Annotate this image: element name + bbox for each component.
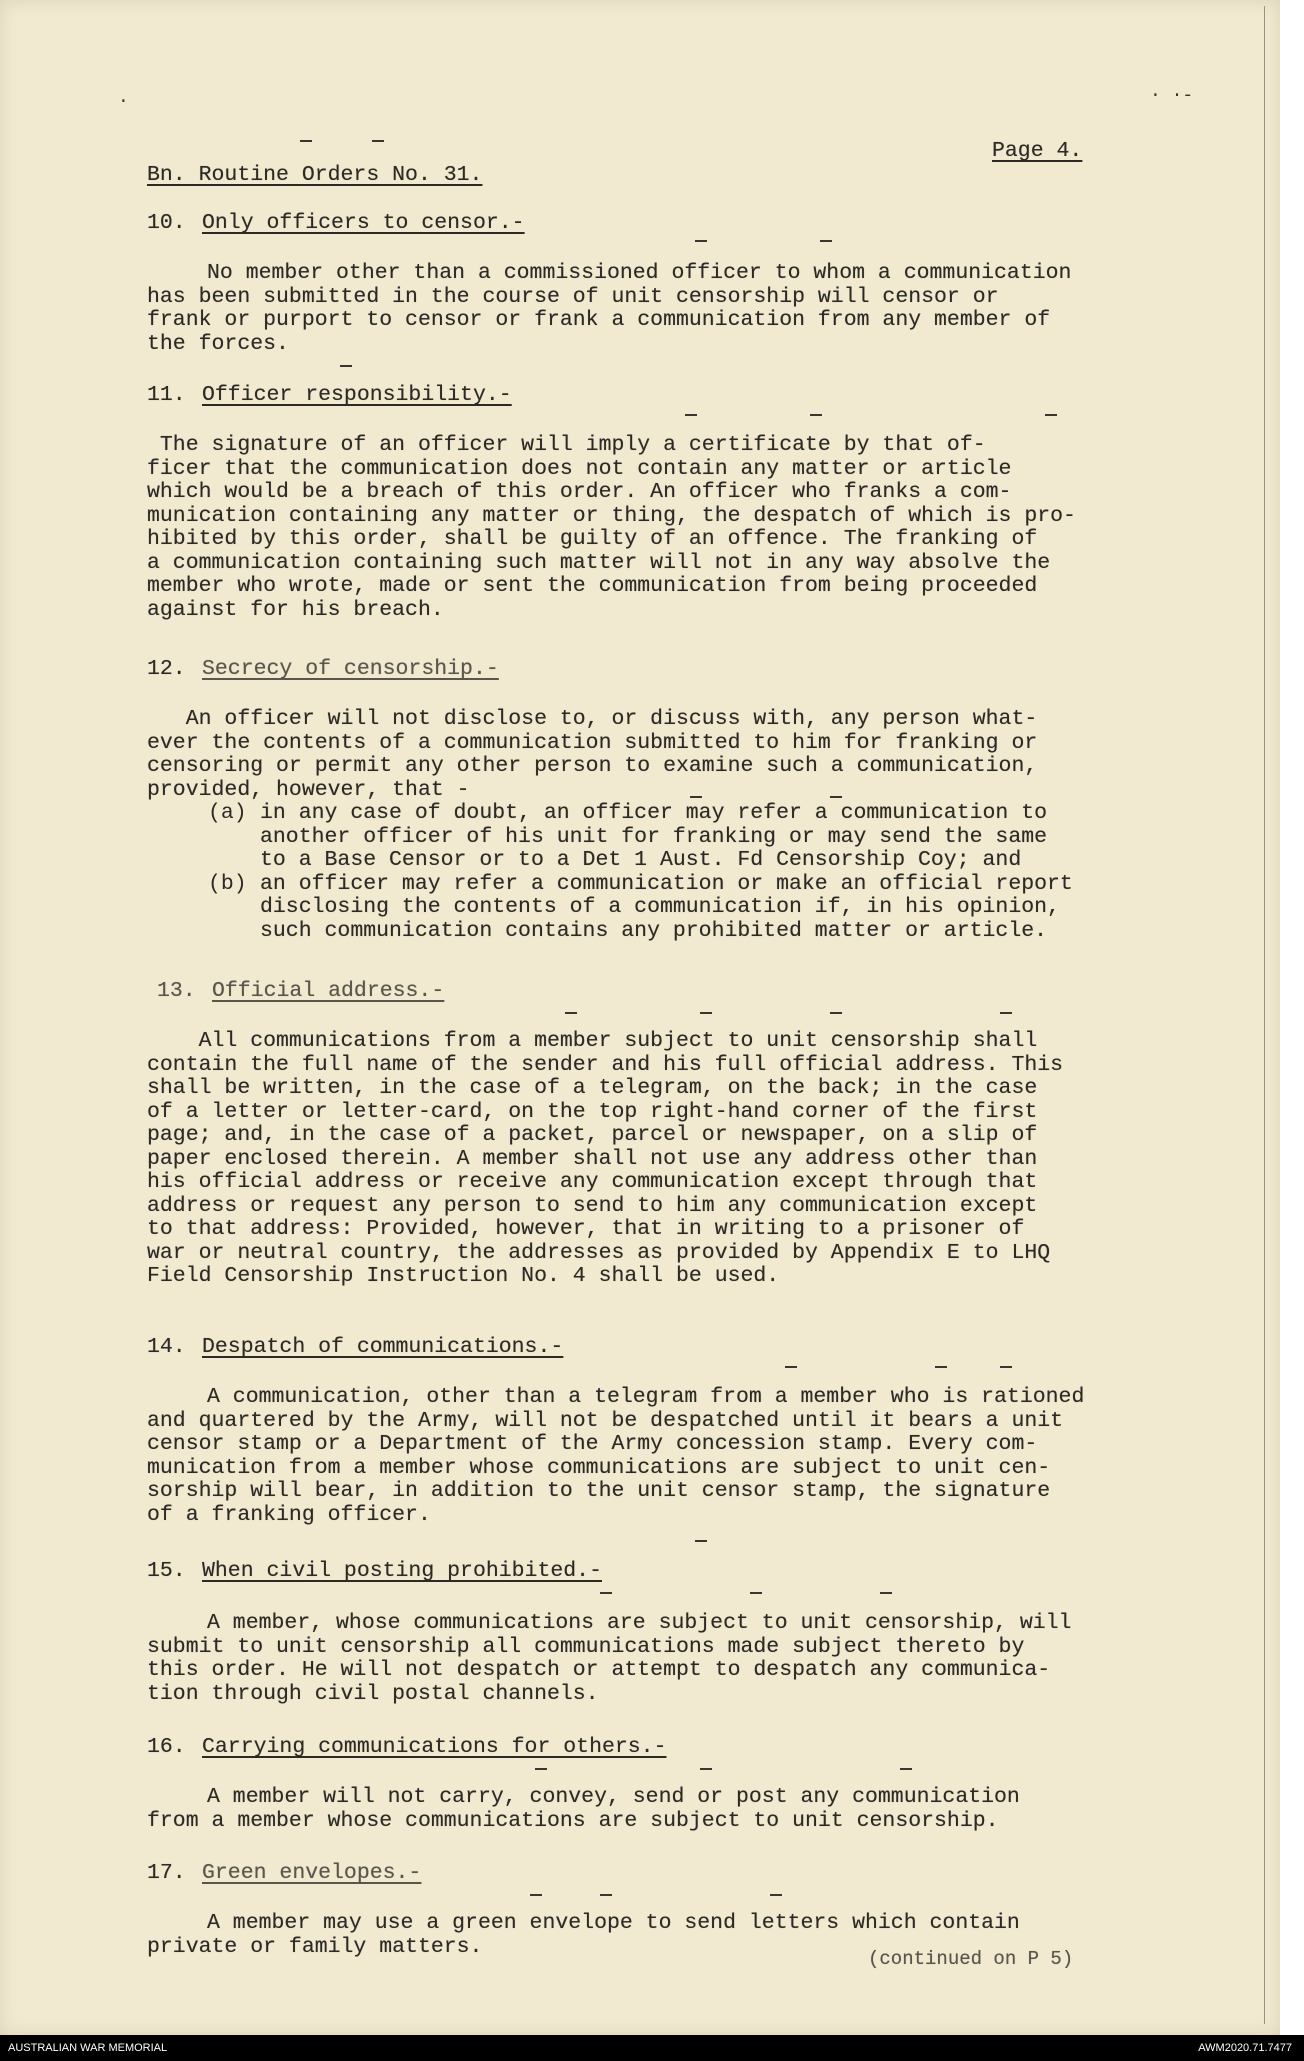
subitem-line: an officer may refer a communication or make an official report [260,871,1073,896]
section-13-line: page; and, in the case of a packet, parcel or newspaper, on a slip of [147,1123,1038,1147]
page-number-label: Page 4. [992,139,1083,163]
corner-punch-mark: · ·- [1150,86,1194,106]
stray-mark [750,1592,762,1594]
stray-mark [340,365,352,367]
section-13-heading: Official address.- [212,979,445,1003]
section-13-line: address or request any person to send to him any communication except [147,1193,1038,1218]
stray-mark [810,414,822,416]
stray-mark [372,140,384,142]
section-15-line: tion through civil postal channels. [147,1681,599,1706]
section-13-line: Field Censorship Instruction No. 4 shall be used. [147,1264,780,1288]
stray-mark [1000,1012,1012,1014]
subitem-marker: (b) [208,871,247,896]
section-13-number: 13. [157,979,196,1003]
stray-mark [820,240,832,242]
stray-mark [830,796,842,798]
section-17-line: A member may use a green envelope to send letters which contain [207,1911,1020,1935]
stray-mark [300,140,312,142]
section-13-line: All communications from a member subject to unit censorship shall [147,1029,1038,1053]
page-edge-line [1264,6,1265,2024]
stray-mark [880,1592,892,1594]
subitem-line: another officer of his unit for franking or may send the same [260,824,1048,849]
section-16-heading: Carrying communications for others.- [202,1735,667,1759]
section-12-line: ever the contents of a communication submitted to him for franking or [147,730,1038,755]
section-17-heading: Green envelopes.- [202,1861,422,1885]
stray-mark [700,1768,712,1770]
section-12-subitems [208,802,1073,943]
section-15-number: 15. [147,1559,186,1583]
section-12-subitem-b [208,873,1073,944]
section-12-line: An officer will not disclose to, or discuss with, any person what- [147,707,1038,731]
section-14-line: and quartered by the Army, will not be despatched until it bears a unit [147,1408,1064,1433]
section-12-body [147,708,1037,802]
footer-archive-name: AUSTRALIAN WAR MEMORIAL [8,2042,168,2054]
corner-mark-left: · [118,92,129,112]
stray-mark [535,1768,547,1770]
subitem-line: such communication contains any prohibited matter or article. [260,918,1048,943]
stray-mark [830,1012,842,1014]
section-13-line: of a letter or letter-card, on the top right-hand corner of the first [147,1099,1038,1124]
section-17-line: private or family matters. [147,1934,483,1959]
archive-footer-bar [0,2035,1304,2061]
stray-mark [1000,1366,1012,1368]
stray-mark [935,1366,947,1368]
section-14-heading: Despatch of communications.- [202,1335,564,1359]
section-14-line: sorship will bear, in addition to the unit censor stamp, the signature [147,1479,1051,1503]
section-14-line: A communication, other than a telegram from a member who is rationed [207,1385,1085,1409]
section-11-line: against for his breach. [147,597,444,622]
section-13-body [147,1030,1063,1289]
stray-mark [565,1012,577,1014]
section-16-line: A member will not carry, convey, send or post any communication [207,1785,1020,1809]
stray-mark [685,414,697,416]
section-12-number: 12. [147,657,186,681]
section-12-line: censoring or permit any other person to examine such a communication, [147,754,1038,778]
section-14-body [147,1386,1084,1527]
section-13-line: contain the full name of the sender and his full official address. This [147,1052,1064,1077]
section-13-line: war or neutral country, the addresses as provided by Appendix E to LHQ [147,1240,1051,1265]
section-11-line: member who wrote, made or sent the communication from being proceeded [147,574,1038,598]
orders-title: Bn. Routine Orders No. 31. [147,163,483,187]
section-14-line: of a franking officer. [147,1502,431,1527]
footer-item-id: AWM2020.71.7477 [1198,2042,1292,2054]
section-11-line: a communication containing such matter will not in any way absolve the [147,550,1051,575]
section-17-number: 17. [147,1861,186,1885]
section-10-heading: Only officers to censor.- [202,211,525,235]
section-12-line: provided, however, that - [147,777,470,802]
stray-mark [600,1894,612,1896]
section-14-line: munication from a member whose communications are subject to unit cen- [147,1455,1051,1480]
stray-mark [900,1768,912,1770]
section-13-line: shall be written, in the case of a telegram, on the back; in the case [147,1076,1038,1100]
section-11-line: munication containing any matter or thing, the despatch of which is pro- [147,503,1076,528]
subitem-line: disclosing the contents of a communication if, in his opinion, [260,895,1060,919]
section-10-line: No member other than a commissioned officer to whom a communication [207,261,1072,285]
stray-mark [695,240,707,242]
section-16-line: from a member whose communications are subject to unit censorship. [147,1808,999,1833]
subitem-line: to a Base Censor or to a Det 1 Aust. Fd Censorship Coy; and [260,848,1022,872]
section-11-line: hibited by this order, shall be guilty of an offence. The franking of [147,527,1038,551]
section-11-line: The signature of an officer will imply a certificate by that of- [147,433,986,457]
subitem-line: in any case of doubt, an officer may refer a communication to [260,801,1048,825]
section-15-heading: When civil posting prohibited.- [202,1559,602,1583]
section-16-number: 16. [147,1735,186,1759]
section-14-line: censor stamp or a Department of the Army concession stamp. Every com- [147,1432,1038,1456]
section-10-line: frank or purport to censor or frank a communication from any member of [147,308,1051,332]
stray-mark [690,796,702,798]
section-11-line: ficer that the communication does not contain any matter or article [147,456,1012,481]
stray-mark [600,1592,612,1594]
section-16-body [147,1786,1020,1833]
stray-mark [700,1012,712,1014]
section-14-number: 14. [147,1335,186,1359]
section-13-line: to that address: Provided, however, that in writing to a prisoner of [147,1217,1025,1241]
section-10-line: the forces. [147,331,289,356]
section-10-number: 10. [147,211,186,235]
stray-mark [770,1894,782,1896]
section-15-line: submit to unit censorship all communications made subject thereto by [147,1634,1025,1659]
section-11-heading: Officer responsibility.- [202,383,512,407]
section-10-line: has been submitted in the course of unit censorship will censor or [147,284,999,309]
stray-mark [1045,414,1057,416]
section-15-body [147,1612,1071,1706]
section-11-body [147,434,1076,622]
section-13-line: paper enclosed therein. A member shall not use any address other than [147,1146,1038,1171]
section-15-line: A member, whose communications are subject to unit censorship, will [207,1611,1072,1635]
subitem-marker: (a) [208,801,247,825]
continuation-note: (continued on P 5) [868,1948,1074,1970]
section-12-subitem-a [208,802,1073,873]
section-13-line: his official address or receive any communication except through that [147,1170,1038,1194]
section-11-number: 11. [147,383,186,407]
stray-mark [530,1894,542,1896]
section-12-heading: Secrecy of censorship.- [202,657,499,681]
stray-mark [785,1366,797,1368]
section-15-line: this order. He will not despatch or attempt to despatch any communica- [147,1658,1051,1682]
section-10-body [147,262,1071,356]
stray-mark [695,1540,707,1542]
section-11-line: which would be a breach of this order. An officer who franks a com- [147,480,1012,504]
